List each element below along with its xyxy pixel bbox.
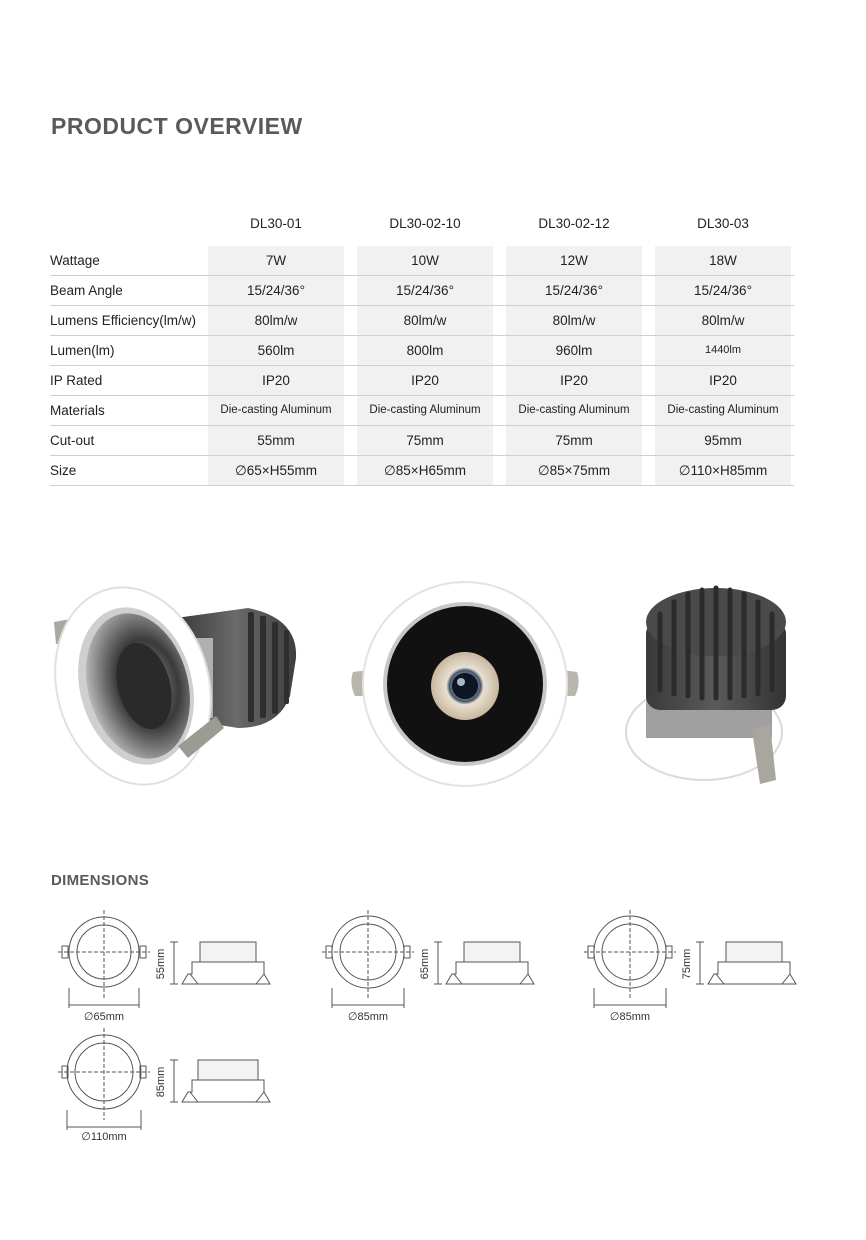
spec-value: 15/24/36° <box>655 276 791 305</box>
spec-row-wattage <box>50 246 794 276</box>
spec-value: ∅85×H65mm <box>357 456 493 485</box>
spec-value: 15/24/36° <box>506 276 642 305</box>
spec-row-materials <box>50 396 794 426</box>
spec-value: ∅110×H85mm <box>655 456 791 485</box>
spec-value: 800lm <box>357 336 493 365</box>
diameter-label: ∅110mm <box>81 1131 127 1143</box>
height-label: 65mm <box>419 948 431 980</box>
spec-value: 80lm/w <box>506 306 642 335</box>
height-label: 75mm <box>681 948 693 980</box>
spec-row-size <box>50 456 794 486</box>
spec-value: 1440lm <box>655 336 791 365</box>
spec-value: Die-casting Aluminum <box>506 396 642 425</box>
spec-value: ∅85×75mm <box>506 456 642 485</box>
spec-value: 75mm <box>357 426 493 455</box>
spec-row-lumen <box>50 336 794 366</box>
diameter-label: ∅65mm <box>83 1011 125 1023</box>
spec-label: IP Rated <box>50 373 103 388</box>
spec-value: 80lm/w <box>655 306 791 335</box>
spec-value: 12W <box>506 246 642 275</box>
product-photo-heatsink <box>624 580 794 792</box>
model-header-2: DL30-02-10 <box>389 215 461 231</box>
spec-label: Materials <box>50 403 105 418</box>
spec-value: 960lm <box>506 336 642 365</box>
spec-value: IP20 <box>506 366 642 395</box>
spec-value: Die-casting Aluminum <box>208 396 344 425</box>
height-label: 55mm <box>155 948 167 980</box>
spec-value: Die-casting Aluminum <box>357 396 493 425</box>
spec-value: 80lm/w <box>357 306 493 335</box>
spec-label: Beam Angle <box>50 283 123 298</box>
model-header-1: DL30-01 <box>250 215 302 231</box>
spec-row-beam-angle <box>50 276 794 306</box>
dimension-drawing-dl30-03 <box>52 1026 272 1146</box>
spec-label: Lumen(lm) <box>50 343 115 358</box>
spec-table <box>50 200 794 486</box>
spec-value: IP20 <box>655 366 791 395</box>
spec-value: 15/24/36° <box>208 276 344 305</box>
spec-value: 95mm <box>655 426 791 455</box>
product-photo-angled <box>48 578 308 798</box>
dimensions-title: DIMENSIONS <box>51 872 150 889</box>
spec-row-cut-out <box>50 426 794 456</box>
dimension-drawing-dl30-01 <box>52 908 272 1026</box>
spec-row-ip-rated <box>50 366 794 396</box>
spec-value: 18W <box>655 246 791 275</box>
model-header-3: DL30-02-12 <box>538 215 610 231</box>
dimension-drawing-dl30-02-10 <box>316 908 536 1026</box>
spec-value: 560lm <box>208 336 344 365</box>
product-photo-front <box>345 580 585 790</box>
spec-label: Size <box>50 463 77 478</box>
height-label: 85mm <box>155 1066 167 1098</box>
spec-value: 10W <box>357 246 493 275</box>
spec-label: Cut-out <box>50 433 95 448</box>
diameter-label: ∅85mm <box>609 1011 651 1023</box>
spec-value: 7W <box>208 246 344 275</box>
model-header-4: DL30-03 <box>697 215 749 231</box>
spec-value: IP20 <box>357 366 493 395</box>
spec-value: 75mm <box>506 426 642 455</box>
spec-label: Wattage <box>50 253 100 268</box>
spec-label: Lumens Efficiency(lm/w) <box>50 313 197 328</box>
dimension-drawing-dl30-02-12 <box>578 908 798 1026</box>
spec-row-lumens-efficiency <box>50 306 794 336</box>
spec-value: 15/24/36° <box>357 276 493 305</box>
diameter-label: ∅85mm <box>347 1011 389 1023</box>
spec-value: 55mm <box>208 426 344 455</box>
spec-value: 80lm/w <box>208 306 344 335</box>
spec-value: ∅65×H55mm <box>208 456 344 485</box>
spec-value: Die-casting Aluminum <box>655 396 791 425</box>
spec-value: IP20 <box>208 366 344 395</box>
page-title: PRODUCT OVERVIEW <box>51 113 303 139</box>
spec-table-header <box>50 200 794 246</box>
